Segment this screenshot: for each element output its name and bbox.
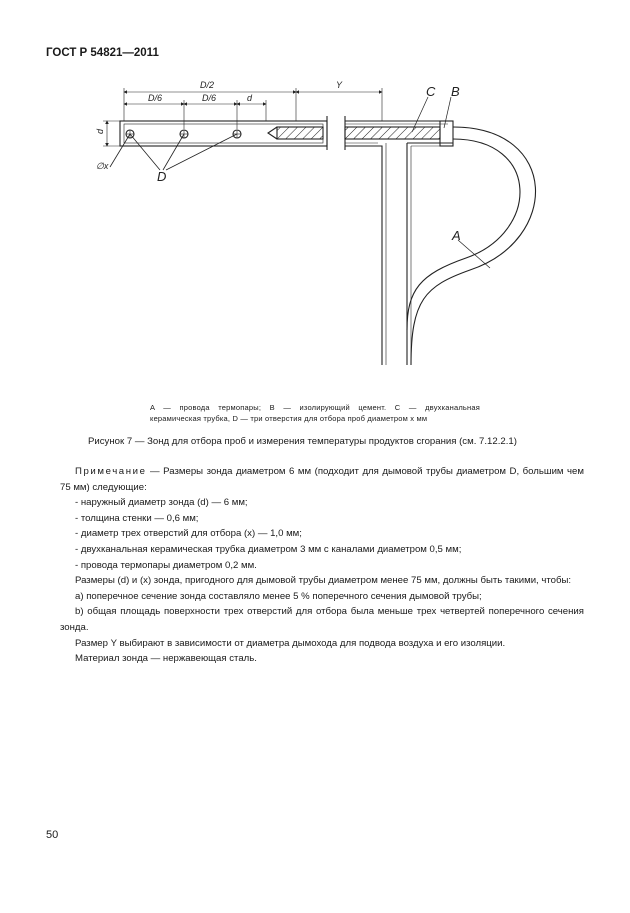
note-text: — Размеры зонда диаметром 6 мм (подходит для дымовой трубы диаметром D, большим чем 75 мм) следующие: bbox=[60, 466, 584, 493]
label-c: C bbox=[426, 84, 436, 99]
page-number: 50 bbox=[46, 829, 59, 841]
condition-a: a) поперечное сечение зонда составляло менее 5 % поперечного сечения дымовой трубы; bbox=[75, 590, 482, 602]
note-prefix: Примечание bbox=[75, 466, 147, 477]
dim-d6b: D/6 bbox=[202, 93, 217, 103]
ceramic-tube-left bbox=[277, 127, 323, 139]
legend-line-1: A — провода термопары; B — изолирующий цемент. C — двухканальная bbox=[150, 403, 480, 412]
cement-block bbox=[440, 121, 453, 146]
dim-d6a: D/6 bbox=[148, 93, 163, 103]
paragraph-y: Размер Y выбирают в зависимости от диаметра дымохода для подвода воздуха и его изоляции. bbox=[75, 637, 506, 649]
legend-line-2: керамическая трубка, D — три отверстия для отбора проб диаметром x мм bbox=[150, 414, 428, 423]
document-header: ГОСТ Р 54821—2011 bbox=[46, 47, 159, 59]
dim-x-diam: ∅x bbox=[96, 161, 109, 171]
list-item: - наружный диаметр зонда (d) — 6 мм; bbox=[75, 497, 248, 509]
dim-d-small: d bbox=[247, 93, 253, 103]
dim-d2: D/2 bbox=[200, 80, 215, 90]
note-paragraph bbox=[60, 464, 584, 495]
dim-d-vert: d bbox=[95, 128, 105, 134]
list-item: - толщина стенки — 0,6 мм; bbox=[75, 512, 199, 524]
figure-legend bbox=[150, 402, 480, 424]
ceramic-tube-right bbox=[345, 127, 440, 139]
list-item: - провода термопары диаметром 0,2 мм. bbox=[75, 559, 257, 571]
paragraph-small-probe: Размеры (d) и (x) зонда, пригодного для дымовой трубы диаметром менее 75 мм, должны быть такими, чтобы: bbox=[75, 575, 572, 587]
thermocouple-wire-inner bbox=[407, 139, 520, 330]
label-d-holes: D bbox=[157, 169, 167, 184]
list-item: - диаметр трех отверстий для отбора (x) — 1,0 мм; bbox=[75, 528, 302, 540]
label-a: A bbox=[452, 228, 461, 243]
list-item: - двухканальная керамическая трубка диаметром 3 мм с каналами диаметром 0,5 мм; bbox=[75, 543, 462, 555]
thermocouple-wire-outer bbox=[411, 127, 536, 365]
condition-b: b) общая площадь поверхности трех отверстий для отбора была меньше трех четвертей поперечного сечения зонда. bbox=[60, 606, 584, 633]
figure-caption: Рисунок 7 — Зонд для отбора проб и измерения температуры продуктов сгорания (см. 7.12.2.1) bbox=[88, 436, 517, 447]
dim-y: Y bbox=[336, 80, 343, 90]
paragraph-material: Материал зонда — нержавеющая сталь. bbox=[75, 653, 257, 665]
label-b: B bbox=[451, 84, 460, 99]
note-section bbox=[60, 464, 584, 667]
probe-figure bbox=[0, 0, 630, 400]
